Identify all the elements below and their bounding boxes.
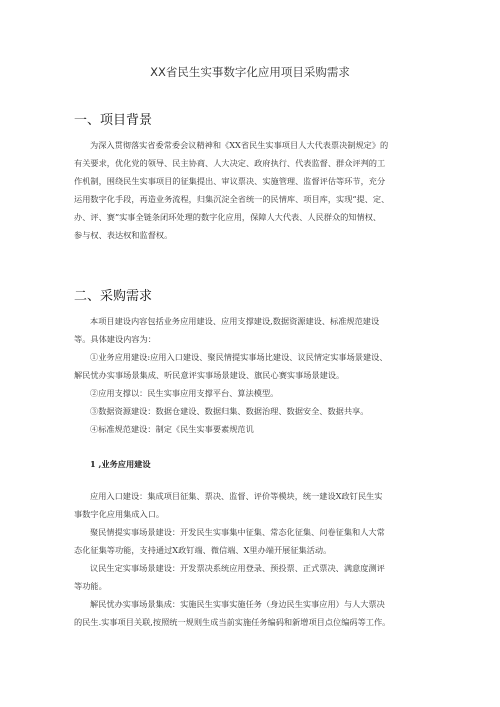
paragraph-line: 作机制，围绕民生实事项目的征集提出、审议票决、实施管理、监督评估等环节，充分 (74, 176, 386, 186)
list-item: ②应用支撑以：民生实事应用支撑平台、算法模型。 (90, 388, 279, 398)
paragraph-line: 解民忧办实事场景集成：实施民生实事实施任务（身边民生实事应用）与人大票决 (90, 599, 385, 609)
section-heading-background: 一、项目背景 (74, 113, 153, 128)
paragraph-line: 解民忧办实事场景集成、听民意评实事场景建设、旗民心赛实事场景建设。 (74, 370, 345, 380)
subsection-heading: 1 ,业务应用建设 (90, 459, 151, 469)
paragraph-line: 等功能。 (74, 581, 107, 591)
paragraph-line: 等。具体建设内容为： (74, 334, 156, 344)
paragraph-line: 办、评、赛”实事全链条闭环处理的数字化应用，保障人大代表、人民群众的知情权、 (74, 212, 382, 222)
paragraph-line: 事数字化应用集成入口。 (74, 509, 165, 519)
list-item: ③数据资源建设：数据仓建设、数据归集、数据治理、数据安全、数据共享。 (90, 406, 369, 416)
paragraph-line: 有关要求，优化党的领导、民主协商、人大决定、政府执行、代表监督、群众评判的工 (74, 158, 386, 168)
paragraph-line: 应用入口建设：集成项目征集、票决、监督、评价等模块，统一建设X政钉民生实 (90, 491, 383, 501)
paragraph-line: 聚民情提实事场景建设：开发民生实事集中征集、常态化征集、问卷征集和人大常 (90, 527, 385, 537)
paragraph-line: 运用数字化手段，再造业务流程，归集沉淀全省统一的民情库、项目库，实现“提、定、 (74, 194, 390, 204)
paragraph-line: 本项目建设内容包括业务应用建设、应用支撑建设,数据资源建设、标准规范建设 (90, 316, 380, 326)
list-item: ①业务应用建设:应用入口建设、聚民情提实事场比建设、议民情定实事场景建设、 (90, 352, 388, 362)
paragraph-line: 的民生.实事项目关联,按照统一规则生成当前实施任务编码和新增项目点位编码等工作。 (74, 617, 391, 627)
list-item: ④标准规范建设：制定《民生实事要素规范讥 (90, 424, 254, 434)
section-heading-requirements: 二、采购需求 (74, 289, 153, 304)
paragraph-line: 议民生定实事场景建设：开发票决系统应用登录、预投票、正式票决、满意度测评 (90, 563, 385, 573)
paragraph-line: 参与权、表达权和监督权。 (74, 230, 173, 240)
paragraph-line: 为深入贯彻落实省委常委会议精神和《XX省民生实事项目人大代表票决制规定》的 (90, 140, 389, 150)
paragraph-line: 态化征集等功能，支持通过X政钉端、微信端、X里办端开展征集活动。 (74, 545, 332, 555)
document-title: XX省民生实事数字化应用项目采购需求 (150, 65, 350, 79)
